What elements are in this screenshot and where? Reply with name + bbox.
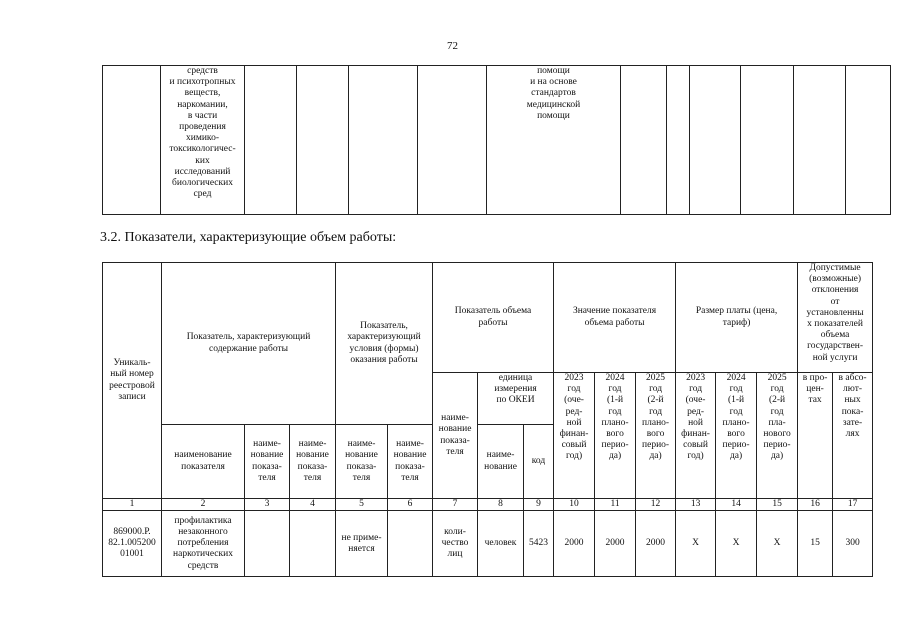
column-number: 15 bbox=[757, 499, 798, 511]
text-line: плано- bbox=[642, 417, 670, 428]
text-line: зате- bbox=[842, 417, 863, 428]
column-number: 1 bbox=[103, 499, 162, 511]
text-line: показателя bbox=[181, 461, 225, 472]
text-line: пока- bbox=[841, 406, 864, 417]
row-value-2025: 2000 bbox=[636, 511, 676, 577]
text-line: отклонения bbox=[811, 285, 859, 296]
text-line: год bbox=[729, 406, 743, 417]
text-line: год bbox=[689, 384, 703, 395]
text-line: наиме- bbox=[253, 439, 281, 450]
text-line: измерения bbox=[494, 384, 537, 395]
cell bbox=[297, 66, 349, 215]
text-line: (2-й bbox=[768, 395, 786, 406]
text-line: год bbox=[608, 384, 622, 395]
text-line: вого bbox=[727, 429, 745, 440]
text-line: чество bbox=[441, 538, 469, 549]
text-line: Допустимые bbox=[809, 263, 861, 273]
text-line: в части bbox=[187, 110, 218, 121]
text-line: наркотических bbox=[173, 549, 233, 560]
text-line: ных bbox=[844, 395, 861, 406]
header-volume-name bbox=[433, 373, 478, 499]
text-line: перио- bbox=[642, 440, 670, 451]
text-line: Показатель, bbox=[360, 321, 408, 332]
header-condition-name-2 bbox=[388, 425, 433, 499]
cell bbox=[388, 511, 433, 577]
text-line: год bbox=[770, 384, 784, 395]
text-line: ких bbox=[195, 155, 210, 166]
text-line: и на основе bbox=[530, 77, 577, 88]
text-line: лях bbox=[845, 429, 860, 440]
header-indicator-name bbox=[162, 425, 245, 499]
text-line: цен- bbox=[806, 384, 824, 395]
page-number: 72 bbox=[447, 40, 458, 52]
text-line: по ОКЕИ bbox=[496, 395, 535, 406]
cell bbox=[794, 66, 846, 215]
text-line: теля bbox=[401, 472, 419, 483]
text-line: стандартов bbox=[531, 88, 576, 99]
text-line: 869000.Р. bbox=[113, 526, 151, 537]
text-line: наиме- bbox=[441, 413, 469, 424]
column-number: 5 bbox=[336, 499, 388, 511]
column-number: 6 bbox=[388, 499, 433, 511]
text-line: тах bbox=[808, 395, 822, 406]
text-line: да) bbox=[729, 451, 743, 462]
column-number: 2 bbox=[162, 499, 245, 511]
text-line: сред bbox=[193, 189, 212, 200]
text-line: не приме- bbox=[341, 532, 382, 543]
column-number: 3 bbox=[245, 499, 290, 511]
header-deviation bbox=[798, 263, 873, 373]
text-line: 2024 bbox=[605, 373, 625, 383]
text-line: да) bbox=[608, 451, 622, 462]
column-number: 13 bbox=[676, 499, 716, 511]
text-line: год bbox=[729, 384, 743, 395]
cell bbox=[667, 66, 690, 215]
header-content-indicator bbox=[162, 263, 336, 425]
text-line: токсикологичес- bbox=[169, 144, 236, 155]
text-line: да) bbox=[649, 451, 662, 462]
text-line: оказания работы bbox=[350, 354, 418, 365]
header-percent bbox=[798, 373, 833, 499]
column-number: 4 bbox=[290, 499, 336, 511]
text-line: показа- bbox=[440, 435, 470, 446]
row-volume-name bbox=[433, 511, 478, 577]
text-line: 2023 bbox=[564, 373, 584, 383]
row-absolute: 300 bbox=[833, 511, 873, 577]
text-line: показа- bbox=[346, 461, 377, 472]
text-line: проведения bbox=[179, 122, 226, 133]
text-line: да) bbox=[770, 451, 784, 462]
text-line: показа- bbox=[297, 461, 328, 472]
cell bbox=[621, 66, 667, 215]
text-line: объема bbox=[820, 330, 850, 341]
text-line: ной bbox=[566, 417, 582, 428]
work-volume-table bbox=[102, 262, 873, 577]
row-unit-name: человек bbox=[478, 511, 524, 577]
text-line: химико- bbox=[186, 133, 219, 144]
text-line: нование bbox=[438, 424, 472, 435]
text-line: 01001 bbox=[120, 549, 144, 560]
header-unit-code: код bbox=[524, 425, 554, 499]
cell bbox=[245, 511, 290, 577]
column-number: 17 bbox=[833, 499, 873, 511]
text-line: показа- bbox=[395, 461, 425, 472]
text-line: государствен- bbox=[807, 341, 864, 352]
text-line: в про- bbox=[802, 373, 828, 383]
text-line: в абсо- bbox=[838, 373, 867, 383]
text-line: записи bbox=[118, 391, 146, 402]
text-line: перио- bbox=[601, 440, 629, 451]
text-line: вого bbox=[606, 429, 624, 440]
text-line: х показателей bbox=[807, 319, 863, 330]
text-line: ред- bbox=[565, 406, 583, 417]
text-line: Уникаль- bbox=[113, 358, 151, 369]
row-percent: 15 bbox=[798, 511, 833, 577]
cell bbox=[290, 511, 336, 577]
text-line: наиме- bbox=[486, 450, 515, 461]
text-line: тариф) bbox=[722, 317, 751, 328]
text-line: финан- bbox=[559, 429, 589, 440]
text-line: показа- bbox=[252, 461, 282, 472]
text-line: 2024 bbox=[726, 373, 746, 383]
text-line: 2025 bbox=[767, 373, 787, 383]
header-unit bbox=[478, 373, 554, 425]
column-number: 11 bbox=[595, 499, 636, 511]
column-number: 12 bbox=[636, 499, 676, 511]
header-conditions-indicator bbox=[336, 263, 433, 425]
text-line: и психотропных bbox=[169, 77, 236, 88]
text-line: установленны bbox=[806, 307, 864, 318]
text-line: ред- bbox=[687, 406, 704, 417]
column-number: 10 bbox=[554, 499, 595, 511]
text-line: нование bbox=[393, 450, 427, 461]
text-line: перио- bbox=[763, 440, 791, 451]
text-line: ный номер bbox=[110, 369, 154, 380]
row-condition bbox=[336, 511, 388, 577]
text-line: нование bbox=[250, 450, 284, 461]
text-line: нование bbox=[296, 450, 329, 461]
text-line: теля bbox=[303, 472, 322, 483]
header-fee-2024 bbox=[716, 373, 757, 499]
row-value-2023: 2000 bbox=[554, 511, 595, 577]
header-unique-number bbox=[103, 263, 162, 499]
text-line: наркомании, bbox=[177, 99, 228, 110]
text-line: перио- bbox=[722, 440, 750, 451]
cell bbox=[418, 66, 487, 215]
text-line: Размер платы (цена, bbox=[695, 306, 778, 317]
text-line: 82.1.005200 bbox=[108, 538, 156, 549]
text-line: год bbox=[649, 406, 663, 417]
text-line: 2025 bbox=[646, 373, 666, 383]
cell-standards bbox=[487, 66, 621, 215]
row-content-name bbox=[162, 511, 245, 577]
header-year-2025 bbox=[636, 373, 676, 499]
text-line: ной bbox=[688, 417, 704, 428]
header-year-2023 bbox=[554, 373, 595, 499]
header-condition-name-1 bbox=[336, 425, 388, 499]
text-line: нование bbox=[345, 450, 378, 461]
header-unit-name bbox=[478, 425, 524, 499]
text-line: (оче- bbox=[685, 395, 706, 406]
text-line: наиме- bbox=[347, 439, 376, 450]
header-indicator-name-2 bbox=[245, 425, 290, 499]
text-line: Показатель объема bbox=[454, 306, 532, 317]
header-absolute bbox=[833, 373, 873, 499]
column-number: 7 bbox=[433, 499, 478, 511]
header-fee-2023 bbox=[676, 373, 716, 499]
text-line: плано- bbox=[722, 417, 750, 428]
text-line: совый bbox=[561, 440, 587, 451]
cell bbox=[103, 66, 161, 215]
text-line: медицинской bbox=[526, 99, 581, 110]
row-fee-2025: Х bbox=[757, 511, 798, 577]
cell-description bbox=[161, 66, 245, 215]
text-line: совый bbox=[683, 440, 709, 451]
text-line: наименование bbox=[174, 450, 232, 461]
section-heading: 3.2. Показатели, характеризующие объем работы: bbox=[100, 230, 397, 245]
text-line: лиц bbox=[447, 549, 463, 560]
text-line: объема работы bbox=[584, 317, 645, 328]
text-line: условия (формы) bbox=[349, 343, 419, 354]
text-line: (оче- bbox=[564, 395, 584, 406]
text-line: средств bbox=[187, 560, 219, 571]
text-line: ной услуги bbox=[812, 352, 858, 363]
row-value-2024: 2000 bbox=[595, 511, 636, 577]
text-line: год bbox=[649, 384, 663, 395]
header-volume-value bbox=[554, 263, 676, 373]
cell bbox=[245, 66, 297, 215]
text-line: (возможные) bbox=[809, 274, 861, 285]
text-line: финан- bbox=[681, 429, 710, 440]
text-line: содержание работы bbox=[209, 343, 288, 354]
continuation-table bbox=[102, 65, 891, 215]
text-line: вого bbox=[646, 429, 665, 440]
text-line: веществ, bbox=[184, 88, 221, 99]
text-line: (1-й bbox=[727, 395, 745, 406]
text-line: (1-й bbox=[606, 395, 624, 406]
text-line: теля bbox=[446, 446, 464, 457]
text-line: пла- bbox=[768, 417, 786, 428]
text-line: няется bbox=[348, 543, 375, 554]
row-fee-2023: Х bbox=[676, 511, 716, 577]
text-line: наиме- bbox=[396, 439, 424, 450]
text-line: средств bbox=[187, 66, 218, 76]
text-line: реестровой bbox=[109, 380, 155, 391]
text-line: 2023 bbox=[686, 373, 706, 383]
header-indicator-name-3 bbox=[290, 425, 336, 499]
text-line: Значение показателя bbox=[572, 306, 657, 317]
header-year-2024 bbox=[595, 373, 636, 499]
cell bbox=[690, 66, 741, 215]
text-line: (2-й bbox=[647, 395, 664, 406]
text-line: помощи bbox=[537, 66, 570, 76]
text-line: теля bbox=[352, 472, 371, 483]
header-fee bbox=[676, 263, 798, 373]
text-line: характеризующий bbox=[347, 332, 421, 343]
row-fee-2024: Х bbox=[716, 511, 757, 577]
text-line: помощи bbox=[537, 110, 570, 121]
text-line: наиме- bbox=[298, 439, 327, 450]
text-line: исследований bbox=[174, 166, 231, 177]
text-line: биологических bbox=[172, 178, 233, 189]
header-volume-indicator bbox=[433, 263, 554, 373]
column-number: 14 bbox=[716, 499, 757, 511]
text-line: от bbox=[830, 296, 840, 307]
text-line: нование bbox=[484, 461, 517, 472]
cell bbox=[846, 66, 891, 215]
text-line: год bbox=[770, 406, 784, 417]
text-line: Показатель, характеризующий bbox=[186, 332, 311, 343]
text-line: профилактика bbox=[174, 515, 232, 526]
column-number: 16 bbox=[798, 499, 833, 511]
text-line: год bbox=[608, 406, 622, 417]
text-line: год bbox=[567, 384, 581, 395]
text-line: год) bbox=[565, 451, 583, 462]
text-line: работы bbox=[478, 317, 508, 328]
cell bbox=[349, 66, 418, 215]
text-line: незаконного bbox=[178, 526, 228, 537]
text-line: единица bbox=[498, 373, 533, 383]
column-number: 9 bbox=[524, 499, 554, 511]
cell bbox=[741, 66, 794, 215]
text-line: потребления bbox=[177, 538, 229, 549]
text-line: плано- bbox=[601, 417, 629, 428]
header-fee-2025 bbox=[757, 373, 798, 499]
row-unique-number bbox=[103, 511, 162, 577]
text-line: нового bbox=[763, 429, 791, 440]
row-unit-code: 5423 bbox=[524, 511, 554, 577]
text-line: лют- bbox=[843, 384, 863, 395]
text-line: год) bbox=[687, 451, 704, 462]
text-line: коли- bbox=[444, 526, 466, 537]
column-number: 8 bbox=[478, 499, 524, 511]
text-line: теля bbox=[258, 472, 276, 483]
